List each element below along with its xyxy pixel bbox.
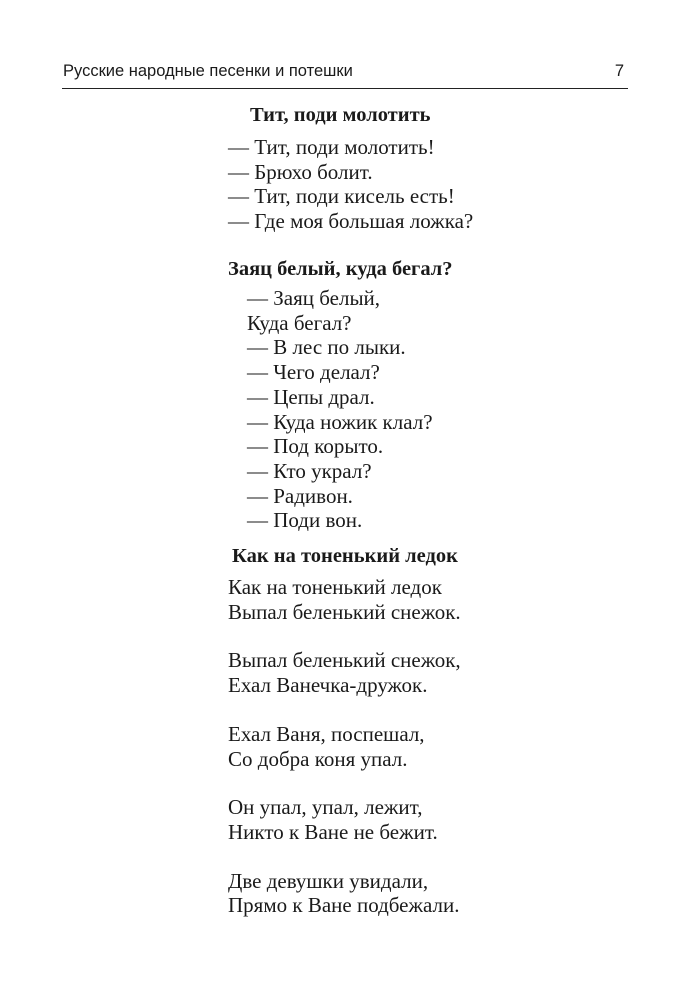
poem-title: Тит, поди молотить [250,104,431,126]
stanza-gap [228,624,461,648]
poem-line: — Кто украл? [247,458,372,483]
poem-line: — Поди вон. [247,508,363,533]
poem-line: — Чего делал? [247,360,380,385]
poem-zayats [228,256,453,533]
poem-line: Куда бегал? [247,310,352,335]
page-number: 7 [614,62,624,80]
poem-line: — Под корыто. [247,434,384,459]
poem-line: — Радивон. [247,483,353,508]
poem-title: Заяц белый, куда бегал? [228,258,453,280]
poem-line: Как на тоненький ледок [228,575,442,599]
poem-line: — Цепы драл. [247,384,375,409]
stanza-gap [228,698,461,722]
poem-line: — Тит, поди молотить! [228,135,435,159]
stanza-gap [228,771,461,795]
poem-line: Выпал беленький снежок, [228,648,461,673]
poem-line: — Куда ножик клал? [247,409,433,434]
poem-ledok [228,543,461,918]
poem-line: — Заяц белый, [247,286,381,310]
stanza-gap [228,845,461,869]
poem-line: — Брюхо болит. [228,159,373,184]
stanza [228,722,461,771]
stanza [228,869,461,918]
poem-line: Прямо к Ване подбежали. [228,893,460,918]
poem-line: Со добра коня упал. [228,746,408,771]
poem-line: — Где моя большая ложка? [228,209,474,234]
poem-line: Ехал Ваня, поспешал, [228,721,425,746]
poem-line: Ехал Ванечка-дружок. [228,673,428,698]
running-header-title: Русские народные песенки и потешки [63,62,353,80]
poem-tit [228,102,473,234]
poem-line: Никто к Ване не бежит. [228,819,438,844]
poem-line: Он упал, упал, лежит, [228,795,423,820]
poem-line: — В лес по лыки. [247,335,406,360]
running-header [62,60,628,89]
stanza [228,648,461,697]
stanza [228,575,461,624]
poem-line: — Тит, поди кисель есть! [228,184,455,209]
poem-line: Выпал беленький снежок. [228,599,461,624]
poem-title: Как на тоненький ледок [232,545,458,567]
stanza [228,795,461,844]
poem-line: Две девушки увидали, [228,868,429,893]
